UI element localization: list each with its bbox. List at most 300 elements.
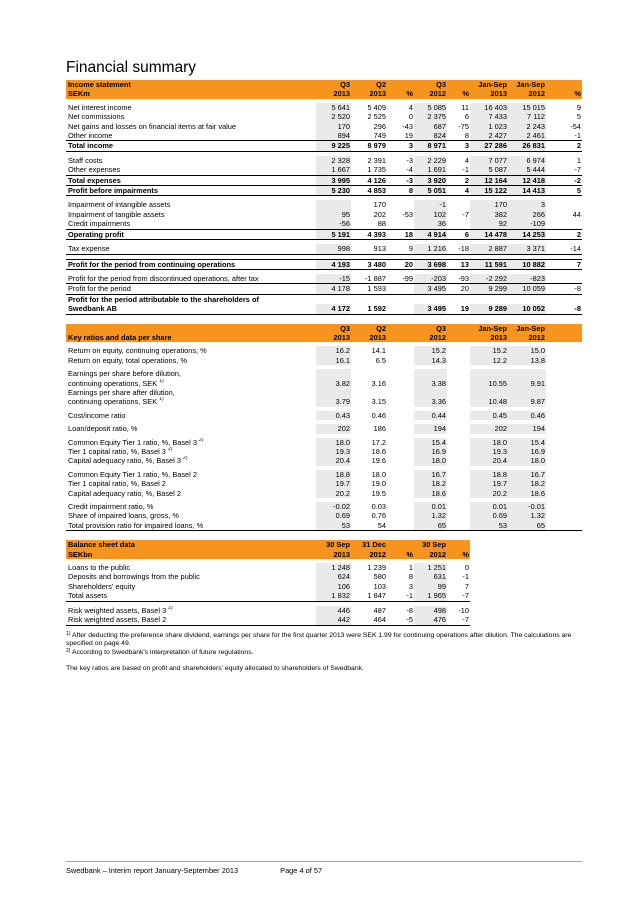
table-cell <box>387 540 414 549</box>
table-cell: 3 920 <box>414 175 447 185</box>
table-header-row <box>66 333 582 342</box>
table-row <box>66 186 582 196</box>
table-cell: 3 <box>447 141 470 151</box>
row-label: Balance sheet data <box>66 540 316 549</box>
table-cell: -2 292 <box>470 274 508 284</box>
table-cell: 4 393 <box>351 229 387 239</box>
table-cell: 5 444 <box>508 165 546 175</box>
table-header-row <box>66 540 470 549</box>
table-cell <box>546 521 582 531</box>
table-cell: 2013 <box>470 333 508 342</box>
row-label: Earnings per share after dilution, <box>68 387 175 397</box>
table-cell: 18.0 <box>470 438 508 447</box>
table-cell: 31 Dec <box>351 540 387 549</box>
table-row <box>66 219 582 229</box>
table-cell: 88 <box>377 219 386 229</box>
table-cell: 3.38 <box>414 379 447 388</box>
table-cell: 4 <box>447 186 470 196</box>
table-cell <box>447 540 470 549</box>
footnote-ref: 2) <box>167 447 173 452</box>
table-cell: 1 <box>408 563 413 573</box>
table-cell: 15 122 <box>470 186 508 196</box>
table-cell: -18 <box>447 244 470 254</box>
table-cell: 3 480 <box>351 259 387 269</box>
table-cell: 2012 <box>508 333 546 342</box>
table-cell: 4 193 <box>316 259 351 269</box>
table-cell: 7 433 <box>470 112 508 121</box>
table-cell: -8 <box>546 284 582 294</box>
row-label: Key ratios and data per share <box>66 333 316 342</box>
table-cell: Q3 <box>414 80 447 89</box>
table-cell <box>387 200 414 209</box>
table-cell: 10.48 <box>470 397 508 406</box>
table-cell: 5 <box>576 112 581 122</box>
table-cell: 2013 <box>316 550 351 559</box>
table-cell: 1 <box>576 155 581 165</box>
row-label: Profit for the period from discontinued operations, after tax <box>66 274 316 284</box>
table-row <box>66 489 582 498</box>
table-cell <box>447 388 470 397</box>
table-cell <box>546 447 582 456</box>
table-cell: 5 <box>546 186 582 196</box>
table-cell: 15.4 <box>414 438 447 447</box>
table-cell: 2012 <box>414 89 447 98</box>
table-cell: 9 <box>576 102 581 112</box>
table-cell: 9.91 <box>508 379 546 388</box>
page-footer <box>66 861 582 875</box>
table-cell: 3.36 <box>414 397 447 406</box>
table-row <box>66 470 582 479</box>
table-cell: 464 <box>351 615 387 625</box>
table-cell: 10 052 <box>508 304 546 314</box>
table-cell <box>546 470 582 479</box>
table-cell: -203 <box>414 274 447 284</box>
table-cell: 2012 <box>351 550 387 559</box>
table-cell: 487 <box>373 605 386 615</box>
table-cell: 15.2 <box>470 346 508 355</box>
table-cell: 20 <box>447 284 470 294</box>
table-cell: 5 087 <box>470 165 508 175</box>
table-cell: 170 <box>316 122 351 131</box>
table-cell: 2 375 <box>414 112 447 121</box>
table-cell: 19.5 <box>371 488 386 498</box>
table-cell: 16.7 <box>508 470 546 479</box>
table-cell: 53 <box>470 521 508 531</box>
row-label: Risk weighted assets, Basel 2 <box>66 615 316 625</box>
row-label: Total income <box>66 141 316 151</box>
table-cell: 4 <box>464 155 469 165</box>
table-cell: 7 <box>546 259 582 269</box>
table-header-row <box>66 80 582 89</box>
table-cell <box>387 379 414 388</box>
table-cell <box>546 294 582 304</box>
table-cell: -1 <box>574 131 581 141</box>
table-cell <box>447 456 470 465</box>
table-cell: 4 853 <box>351 186 387 196</box>
table-cell <box>387 346 414 355</box>
table-cell <box>546 388 582 397</box>
row-label: Shareholders' equity <box>68 581 136 591</box>
row-label: Loans to the public <box>68 563 131 573</box>
table-cell: 3.82 <box>316 379 351 388</box>
table-row <box>66 582 470 591</box>
table-cell <box>546 456 582 465</box>
table-cell: 19.3 <box>470 447 508 456</box>
table-row <box>66 456 582 465</box>
table-cell: 3 495 <box>414 284 447 294</box>
table-cell: 1 248 <box>316 563 351 572</box>
table-cell: 7 <box>464 581 469 591</box>
table-cell: 687 <box>414 122 447 131</box>
table-cell <box>387 489 414 498</box>
table-cell <box>447 397 470 406</box>
table-cell: 20.4 <box>470 456 508 465</box>
table-cell: 0.01 <box>414 502 447 511</box>
table-row <box>66 244 582 254</box>
table-cell: 9 299 <box>470 284 508 294</box>
table-cell: 1 667 <box>316 165 351 175</box>
table-cell: -56 <box>316 219 351 229</box>
table-cell: 5 051 <box>414 186 447 196</box>
row-label: continuing operations, SEK $^{1)}$ <box>68 378 164 388</box>
table-cell: 11 <box>461 102 469 112</box>
row-label: Impairment of tangible assets <box>68 209 165 219</box>
table-row <box>66 563 470 572</box>
table-cell: Q3 <box>316 80 351 89</box>
table-cell <box>351 294 387 304</box>
table-cell: 18 <box>387 229 414 239</box>
table-cell: 2012 <box>414 333 447 342</box>
income-statement-table <box>66 80 582 315</box>
table-cell <box>447 521 470 531</box>
table-cell <box>546 356 582 365</box>
table-cell: 14 478 <box>470 229 508 239</box>
table-cell: % <box>387 550 414 559</box>
table-cell <box>316 388 351 397</box>
table-cell: -1 <box>414 200 447 209</box>
row-label: Swedbank AB <box>66 304 316 314</box>
table-cell: 5 641 <box>316 103 351 112</box>
table-cell: 498 <box>414 606 447 615</box>
table-cell: 894 <box>316 131 351 141</box>
table-cell <box>447 511 470 520</box>
table-cell: 580 <box>373 572 386 582</box>
row-label: Tier 1 capital ratio, %, Basel 2 <box>68 479 166 489</box>
table-cell <box>387 397 414 406</box>
table-cell: -5 <box>387 615 414 625</box>
table-cell <box>546 411 582 420</box>
table-cell: 8 <box>387 186 414 196</box>
footnote-2: $^{2)}$ According to Swedbank's interpretation of future regulations. <box>66 647 254 656</box>
table-cell <box>447 438 470 447</box>
table-cell: % <box>546 89 582 98</box>
row-label: Credit impairment ratio, % <box>68 502 154 512</box>
table-cell: Jan-Sep <box>470 80 508 89</box>
table-cell: -1 <box>387 591 414 601</box>
table-cell <box>316 294 351 304</box>
table-cell: Jan-Sep <box>470 324 508 333</box>
table-cell: 998 <box>316 244 351 254</box>
table-cell: 3 <box>408 581 413 591</box>
footnotes <box>66 632 582 674</box>
table-cell: 20.4 <box>316 456 351 465</box>
row-label: Tier 1 capital ratio, %, Basel 3 $^{2)}$ <box>68 447 173 456</box>
table-cell: 3.79 <box>316 397 351 406</box>
table-cell: 4 <box>408 102 413 112</box>
table-cell: 65 <box>414 521 447 531</box>
table-row <box>66 411 582 420</box>
table-cell: -1 <box>462 572 469 582</box>
table-cell: -7 <box>462 209 469 219</box>
row-label: Profit for the period attributable to the shareholders of <box>66 294 316 304</box>
table-cell: 824 <box>414 131 447 141</box>
table-row <box>66 122 582 131</box>
footer-report-name: Swedbank – Interim report January-September 2013 <box>66 866 239 875</box>
table-cell <box>387 411 414 420</box>
table-cell: 5 230 <box>316 186 351 196</box>
table-row <box>66 103 582 112</box>
table-cell: 0 <box>464 563 469 573</box>
table-cell <box>470 369 508 378</box>
table-cell: Jan-Sep <box>508 80 546 89</box>
table-cell: 6 <box>464 112 469 122</box>
table-cell <box>447 356 470 365</box>
table-cell: 26 831 <box>508 141 546 151</box>
table-cell <box>387 219 414 229</box>
table-cell: 106 <box>316 582 351 591</box>
table-cell: 19.7 <box>316 479 351 488</box>
table-cell: 6 <box>447 229 470 239</box>
table-row <box>66 175 582 185</box>
table-cell <box>447 200 470 209</box>
table-cell: 15.0 <box>508 346 546 355</box>
table-cell: -2 <box>546 175 582 185</box>
table-cell <box>387 324 414 333</box>
table-row <box>66 397 582 406</box>
table-cell: 14.1 <box>371 346 386 356</box>
table-row <box>66 521 582 531</box>
table-cell: 202 <box>373 209 386 219</box>
table-cell <box>387 479 414 488</box>
table-cell <box>387 438 414 447</box>
table-cell: 1 847 <box>351 591 387 601</box>
table-cell <box>414 369 447 378</box>
table-cell: 2 525 <box>367 112 386 122</box>
table-cell: Jan-Sep <box>508 324 546 333</box>
table-cell: 0.03 <box>371 502 386 512</box>
table-cell: Q3 <box>316 324 351 333</box>
table-cell: -109 <box>508 219 546 229</box>
table-cell: % <box>447 550 470 559</box>
row-label: SEKm <box>66 89 316 98</box>
table-cell: 1.32 <box>414 511 447 520</box>
table-cell <box>546 489 582 498</box>
row-label: Common Equity Tier 1 ratio, %, Basel 2 <box>68 469 197 479</box>
table-cell: 3 495 <box>414 304 447 314</box>
table-cell: 17.2 <box>371 437 386 447</box>
row-label: Total assets <box>66 591 316 601</box>
table-cell: 1 965 <box>414 591 447 601</box>
row-label: Impairment of intangible assets <box>68 200 171 210</box>
table-cell <box>414 388 447 397</box>
table-cell: 99 <box>414 582 447 591</box>
table-cell: 0.45 <box>470 411 508 420</box>
table-cell: 8 971 <box>414 141 447 151</box>
row-label: Return on equity, continuing operations, % <box>68 346 207 356</box>
table-cell: 12 164 <box>470 175 508 185</box>
row-label: Credit impairments <box>68 219 131 229</box>
table-cell: 1 691 <box>414 165 447 175</box>
table-row <box>66 572 470 581</box>
table-cell <box>470 294 508 304</box>
row-label: Return on equity, total operations, % <box>68 355 188 365</box>
table-cell: 16.7 <box>414 470 447 479</box>
table-cell: 624 <box>316 572 351 581</box>
table-cell <box>546 397 582 406</box>
table-cell: 18.8 <box>470 470 508 479</box>
table-cell: 3.16 <box>371 378 386 388</box>
table-cell: -1 <box>462 165 469 175</box>
row-label: Net commissions <box>68 112 125 122</box>
table-cell: 15.2 <box>414 346 447 355</box>
table-cell <box>508 369 546 378</box>
table-cell <box>447 219 470 229</box>
table-cell: 2 461 <box>508 131 546 141</box>
table-cell <box>387 369 414 378</box>
table-row <box>66 112 582 121</box>
table-row <box>66 156 582 165</box>
row-label: Other income <box>68 131 113 141</box>
page-title: Financial summary <box>66 59 197 76</box>
table-cell: % <box>387 89 414 98</box>
table-cell: -8 <box>546 304 582 314</box>
table-cell <box>546 333 582 342</box>
table-cell: 1 239 <box>367 563 386 573</box>
table-cell: 0 <box>408 112 413 122</box>
table-cell <box>447 470 470 479</box>
row-label: Risk weighted assets, Basel 3 $^{2)}$ <box>68 605 173 615</box>
table-row <box>66 502 582 511</box>
row-label: Loan/deposit ratio, % <box>68 424 138 434</box>
table-cell <box>387 356 414 365</box>
table-cell: 8 <box>408 572 413 582</box>
table-cell: 202 <box>316 424 351 433</box>
table-cell: -54 <box>570 121 581 131</box>
table-cell: 9 225 <box>316 141 351 151</box>
table-cell: 1 251 <box>414 563 447 572</box>
table-cell: 6 974 <box>508 156 546 165</box>
table-row <box>66 141 582 151</box>
table-cell <box>387 388 414 397</box>
table-cell <box>447 447 470 456</box>
table-row <box>66 388 582 397</box>
table-cell: 0.69 <box>316 511 351 520</box>
table-cell: 103 <box>373 581 386 591</box>
table-row <box>66 479 582 488</box>
table-cell: 2013 <box>316 333 351 342</box>
table-cell <box>387 424 414 433</box>
table-cell: 2 <box>447 175 470 185</box>
row-label: Income statement <box>66 80 316 89</box>
table-cell: 20 <box>387 259 414 269</box>
table-cell <box>470 388 508 397</box>
table-cell: 2012 <box>414 550 447 559</box>
table-cell: -75 <box>458 121 469 131</box>
table-cell: 18.2 <box>508 479 546 488</box>
table-cell <box>447 479 470 488</box>
table-cell: Q2 <box>351 324 387 333</box>
table-cell: 16.1 <box>316 356 351 365</box>
table-cell: 1 593 <box>351 284 387 294</box>
table-row <box>66 379 582 388</box>
table-cell <box>546 369 582 378</box>
table-header-row <box>66 550 470 559</box>
table-cell: 65 <box>508 521 546 531</box>
table-cell: 4 172 <box>316 304 351 314</box>
table-cell <box>316 369 351 378</box>
footnote-ref: 1) <box>159 378 164 384</box>
table-cell: 0.69 <box>470 511 508 520</box>
table-cell <box>447 411 470 420</box>
table-cell: 194 <box>414 424 447 433</box>
table-cell <box>447 489 470 498</box>
table-cell <box>447 369 470 378</box>
table-cell: 170 <box>470 200 508 209</box>
table-cell: 2 391 <box>367 155 386 165</box>
table-cell: 2 229 <box>414 156 447 165</box>
table-cell <box>387 294 414 304</box>
table-row <box>66 511 582 520</box>
table-cell: 1 592 <box>351 304 387 314</box>
table-cell <box>447 80 470 89</box>
table-cell: 14 413 <box>508 186 546 196</box>
footnote-ref: 2) <box>168 605 173 611</box>
table-cell: 18.6 <box>508 489 546 498</box>
table-cell <box>351 388 387 397</box>
table-cell <box>447 324 470 333</box>
table-cell: 0.44 <box>414 411 447 420</box>
footnote-ref: 2) <box>183 456 188 462</box>
table-cell: 10 059 <box>508 284 546 294</box>
table-row <box>66 200 582 209</box>
table-cell: 2013 <box>351 89 387 98</box>
table-cell: 19 <box>447 304 470 314</box>
row-label: continuing operations, SEK $^{1)}$ <box>68 397 164 407</box>
table-cell <box>447 294 470 304</box>
table-cell: 3 698 <box>414 259 447 269</box>
table-cell <box>387 447 414 456</box>
table-cell: 53 <box>316 521 351 531</box>
table-cell: 1 735 <box>367 165 386 175</box>
table-cell <box>351 369 387 378</box>
table-cell: 186 <box>373 424 386 434</box>
row-label <box>66 324 316 333</box>
table-cell: 12 418 <box>508 175 546 185</box>
report-page <box>66 58 582 674</box>
row-label: Total provision ratio for impaired loans, % <box>66 521 316 531</box>
row-label: SEKbn <box>66 550 316 559</box>
table-cell: 30 Sep <box>316 540 351 549</box>
table-cell <box>387 521 414 531</box>
table-cell: -7 <box>447 615 470 625</box>
table-cell: -14 <box>546 244 582 254</box>
table-cell: 0.43 <box>316 411 351 420</box>
table-cell: 5 085 <box>414 103 447 112</box>
table-cell: 0.76 <box>371 511 386 521</box>
table-cell: 18.6 <box>414 489 447 498</box>
table-cell: 11 591 <box>470 259 508 269</box>
row-label: Operating profit <box>66 229 316 239</box>
